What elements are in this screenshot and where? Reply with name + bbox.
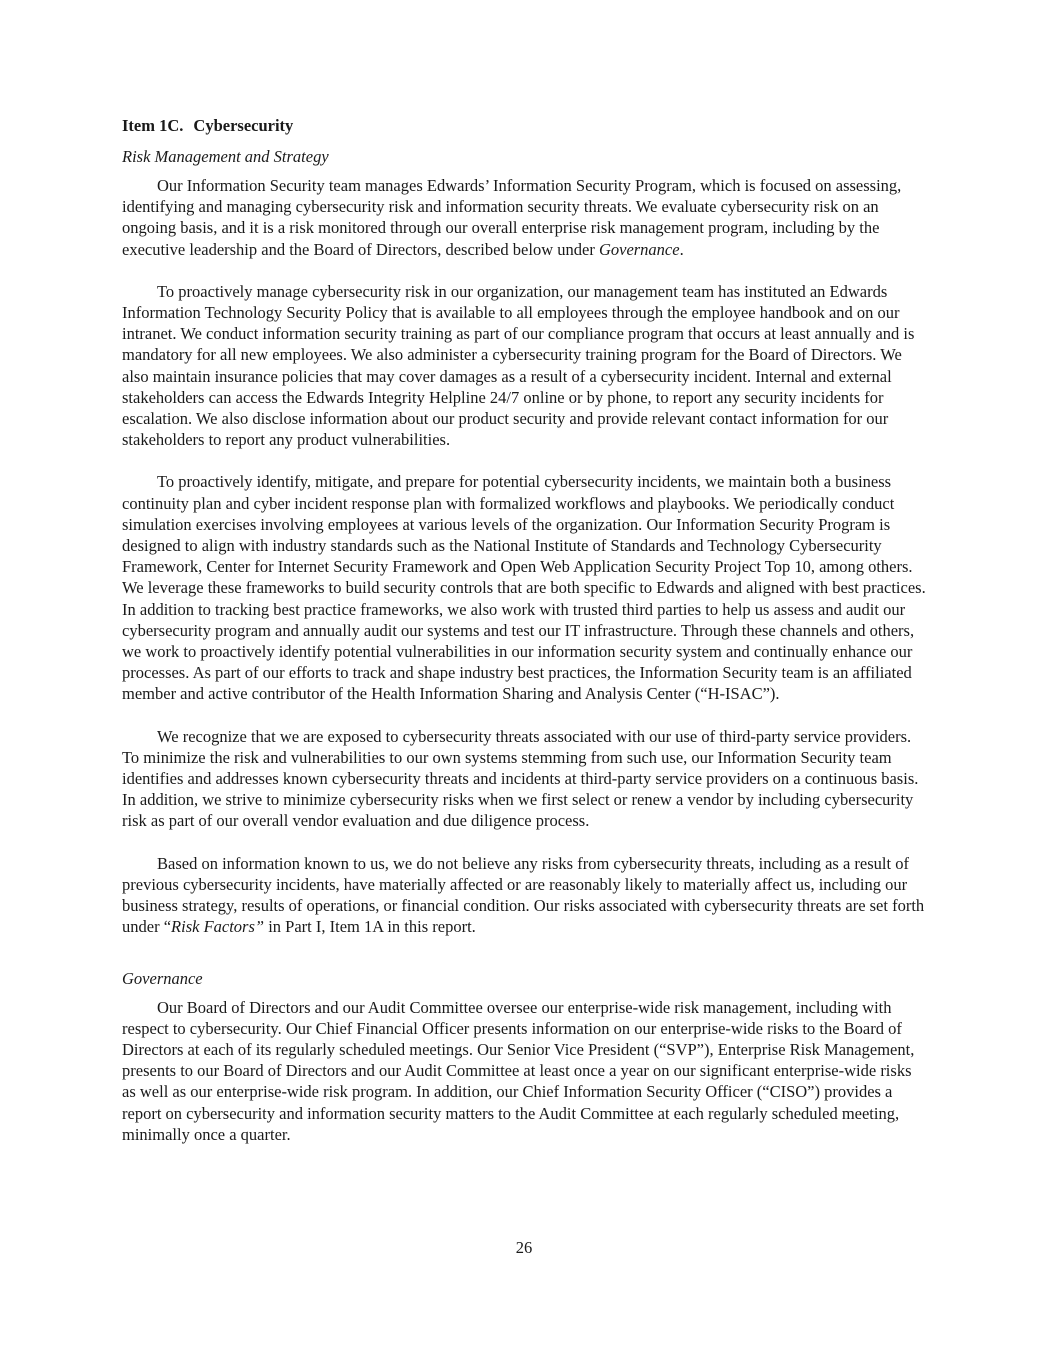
governance-reference: Governance bbox=[598, 239, 680, 259]
item-title: Cybersecurity bbox=[193, 116, 294, 135]
risk-factors-reference: Risk Factors” bbox=[171, 917, 265, 937]
item-number: Item 1C. bbox=[122, 116, 184, 135]
governance-heading: Governance bbox=[122, 968, 203, 988]
risk-paragraph-2: To proactively manage cybersecurity risk in our organization, our management team has instituted an Edwards Information Technology Security Policy that is available to all employees through the employee handbook and on our intranet. We conduct information security training as part of our compliance program that occurs at least annually and is mandatory for all new employees. We also administer a cybersecurity training program for the Board of Directors. We also maintain insurance policies that may cover damages as a result of a cybersecurity incident. Internal and external stakeholders can access the Edwards Integrity Helpline 24/7 online or by phone, to report any security incidents for escalation. We also disclose information about our product security and provide relevant contact information for our stakeholders to report any product vulnerabilities. bbox=[122, 281, 915, 450]
page-number: 26 bbox=[515, 1238, 533, 1257]
risk-paragraph-4: We recognize that we are exposed to cybersecurity threats associated with our use of third-party service providers. To minimize the risk and vulnerabilities to our own systems stemming from such use, our Information Security team identifies and addresses known cybersecurity threats and incidents at third-party service providers on a continuous basis. In addition, we strive to minimize cybersecurity risks when we first select or renew a vendor by including cybersecurity risk as part of our overall vendor evaluation and due diligence process. bbox=[122, 726, 919, 831]
risk-management-heading: Risk Management and Strategy bbox=[122, 147, 329, 166]
risk-paragraph-1: Our Information Security team manages Edwards’ Information Security Program, which is focused on assessing, identifying and managing cybersecurity risk and information security threats. We evaluate cybersecurity risk on an ongoing basis, and it is a risk monitored through our overall enterprise risk management program, including by the executive leadership and the Board of Directors, described below under Governance. bbox=[122, 176, 902, 259]
risk-paragraph-3: To proactively identify, mitigate, and prepare for potential cybersecurity incidents, we maintain both a business continuity plan and cyber incident response plan with formalized workflows and playbooks. We periodically conduct simulation exercises involving employees at various levels of the organization. Our Information Security Program is designed to align with industry standards such as the National Institute of Standards and Technology Cybersecurity Framework, Center for Internet Security Framework and Open Web Application Security Project Top 10, among others. We leverage these frameworks to build security controls that are both specific to Edwards and aligned with best practices. In addition to tracking best practice frameworks, we also work with trusted third parties to help us assess and audit our cybersecurity program and annually audit our systems and test our IT infrastructure. Through these channels and others, we work to proactively identify potential vulnerabilities in our information security system and continually enhance our processes. As part of our efforts to track and shape industry best practices, the Information Security team is an affiliated member and active contributor of the Health Information Sharing and Analysis Center (“H-ISAC”). bbox=[122, 472, 926, 704]
item-heading bbox=[122, 114, 926, 138]
document-page bbox=[122, 114, 926, 1166]
governance-paragraph-1: Our Board of Directors and our Audit Committee oversee our enterprise-wide risk management, including with respect to cybersecurity. Our Chief Financial Officer presents information on our enterprise-wide risks to the Board of Directors at each of its regularly scheduled meetings. Our Senior Vice President (“SVP”), Enterprise Risk Management, presents to our Board of Directors and our Audit Committee at least once a year on our significant enterprise-wide risks as well as our enterprise-wide risk program. In addition, our Chief Information Security Officer (“CISO”) provides a report on cybersecurity and information security matters to the Audit Committee at each regularly scheduled meeting, minimally once a quarter. bbox=[122, 997, 915, 1144]
risk-paragraph-5: Based on information known to us, we do not believe any risks from cybersecurity threats, including as a result of previous cybersecurity incidents, have materially affected or are reasonably likely to materially affect us, including our business strategy, results of operations, or financial condition. Our risks associated with cybersecurity threats are set forth under “Risk Factors” in Part I, Item 1A in this report. bbox=[122, 853, 925, 937]
